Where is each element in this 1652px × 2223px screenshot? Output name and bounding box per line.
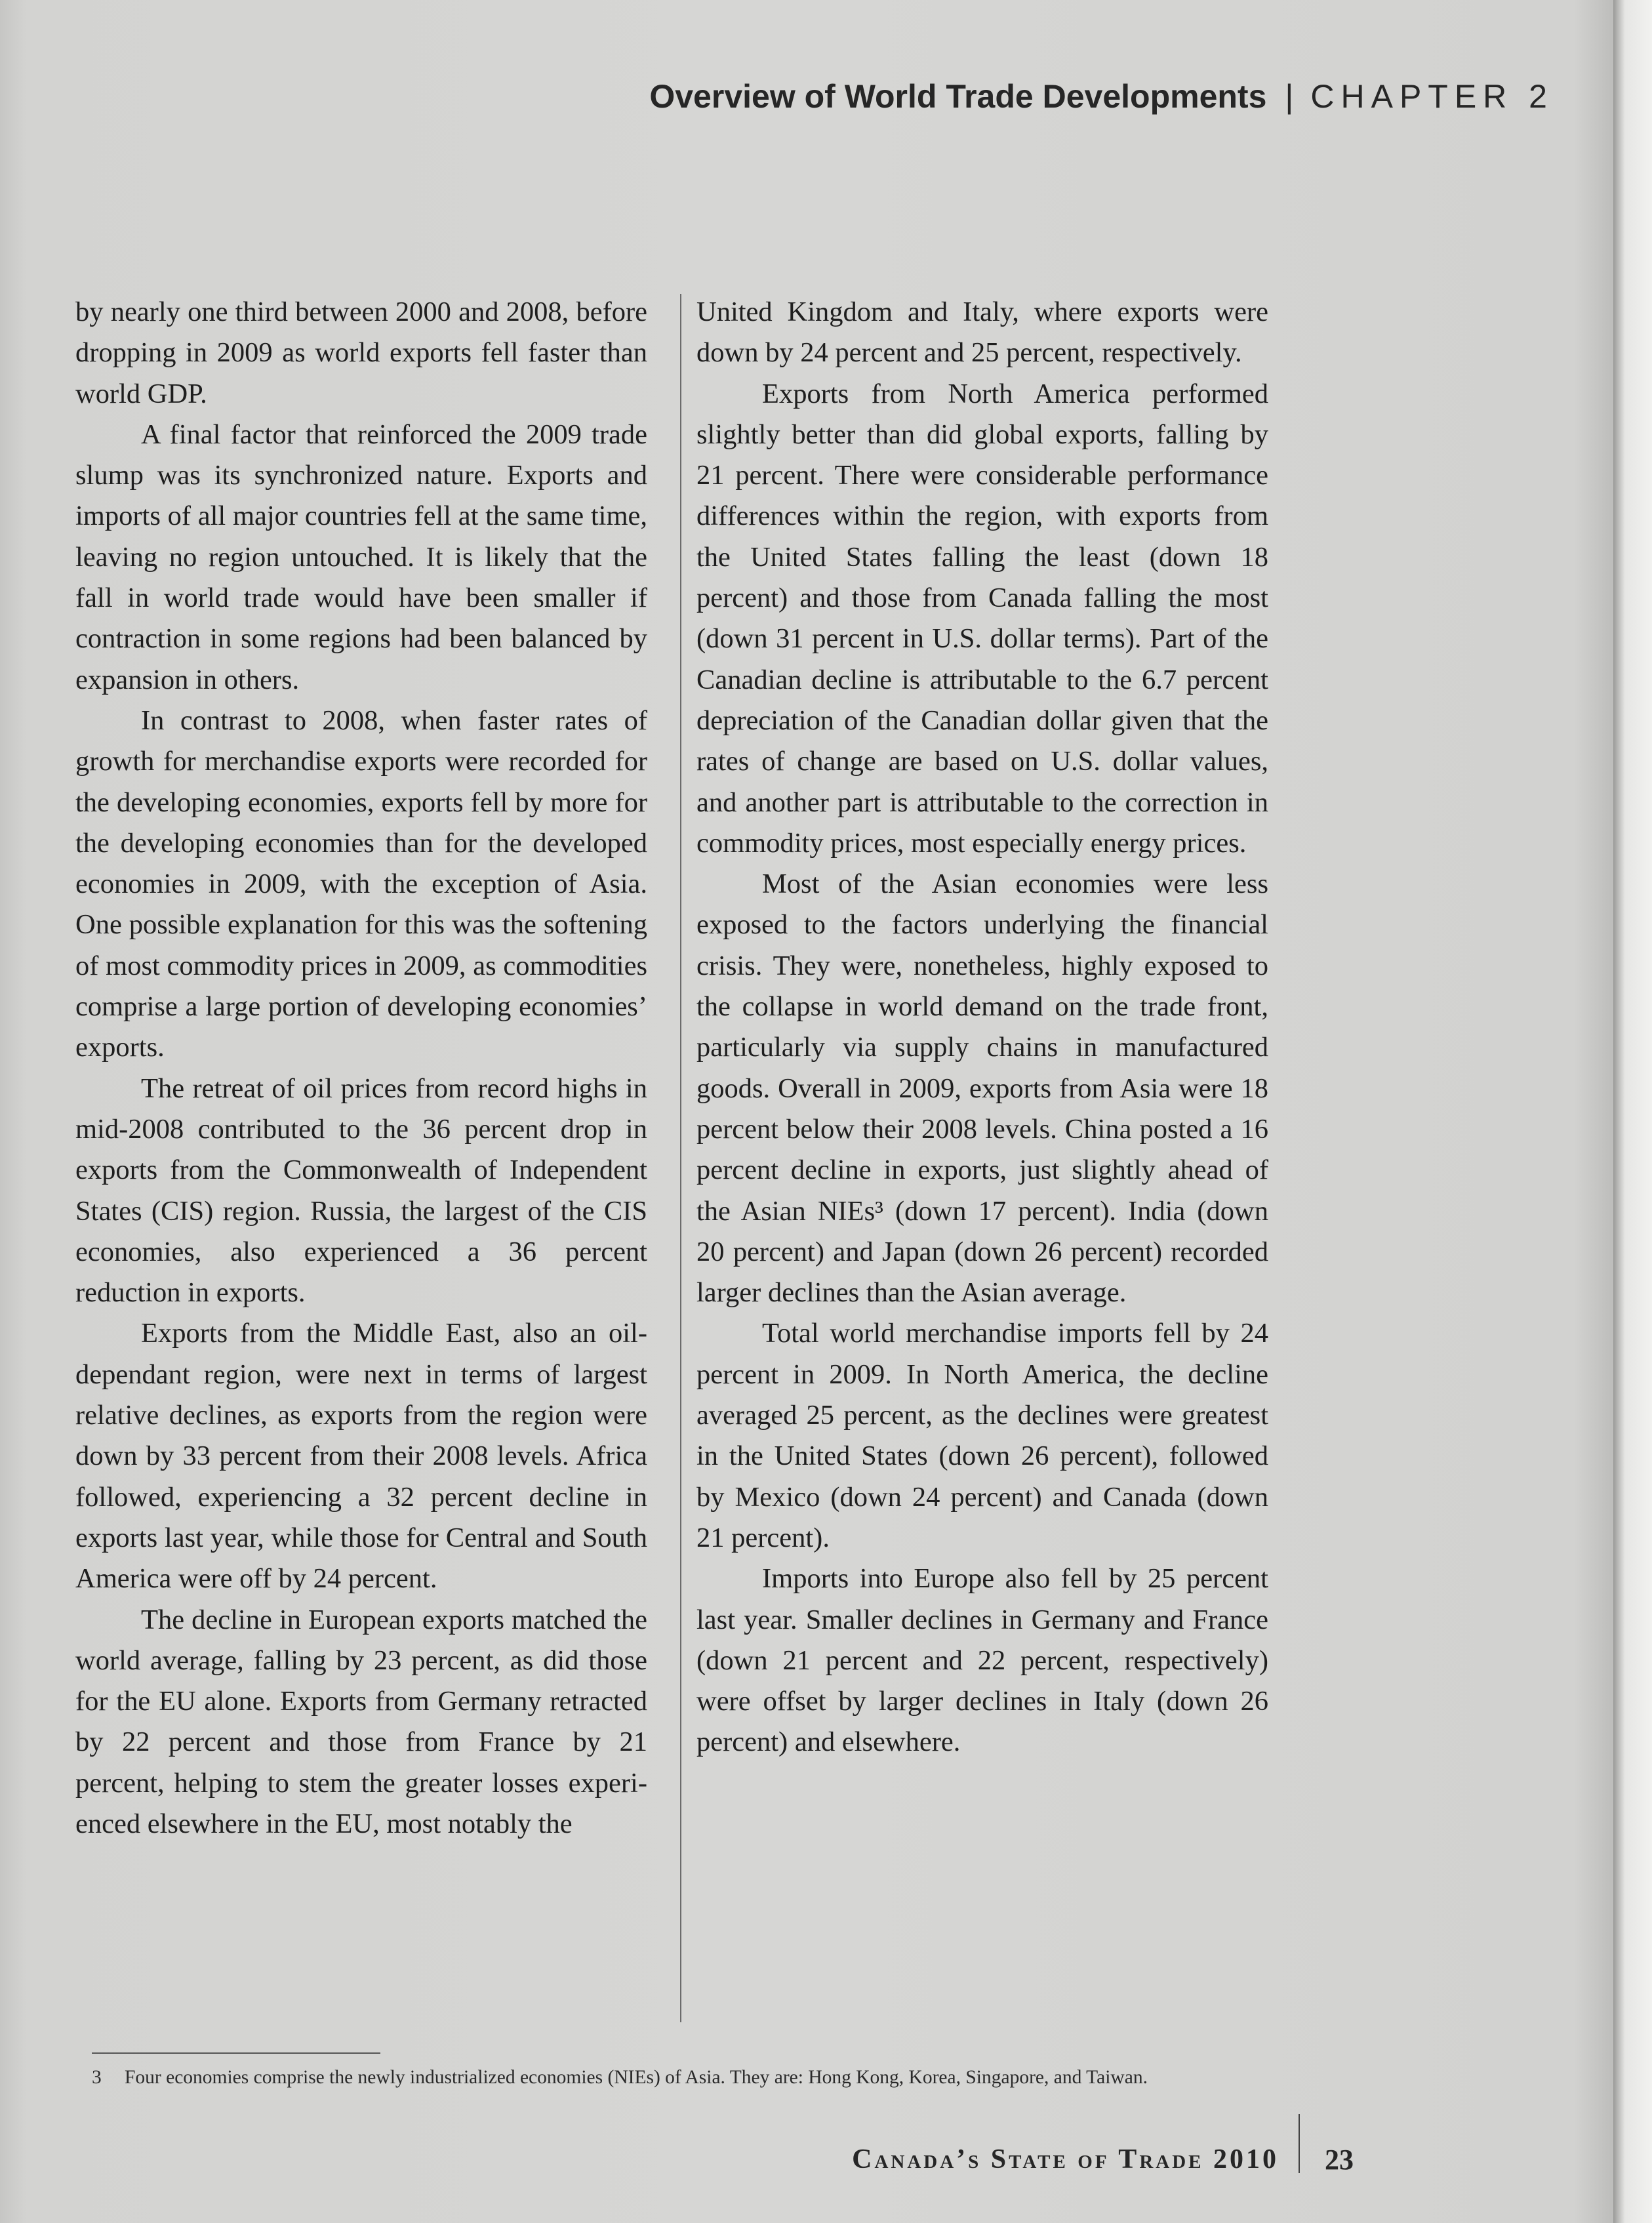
footnote-number: 3	[92, 2067, 102, 2088]
chapter-label: CHAPTER 2	[1310, 78, 1554, 115]
paragraph: The decline in European exports matched the world average, falling by 23 percent, as did those for the EU alone. Exports from Germany retracted by 22 percent and those from France by 21 percent, helping to stem the greater losses experienced elsewhere in the EU, most notably the	[75, 1604, 647, 1839]
page-edge	[1613, 0, 1652, 2223]
paragraph: In contrast to 2008, when faster rates of growth for merchandise exports were recorded for the developing economies, exports fell by more for the developing economies than for the developed economies in 2009, with the exception of Asia. One possible explanation for this was the softening of most commodity prices in 2009, as commodities comprise a large portion of developing economies’ exports.	[75, 704, 647, 1063]
footnote-text: Four economies comprise the newly industrialized economies (NIEs) of Asia. They are: Hong Kong, Korea, Singapore, and Taiwan.	[125, 2067, 1148, 2088]
left-column	[75, 292, 647, 1845]
paragraph: Imports into Europe also fell by 25 percent last year. Smaller declines in Germany and France (down 21 percent and 22 percent, respectively) were offset by larger declines in Italy (down 26 percent) and elsewhere.	[696, 1563, 1268, 1758]
paragraph: Exports from the Middle East, also an oil-dependant region, were next in terms of largest relative declines, as exports from the region were down by 33 percent from their 2008 levels. Africa followed, experiencing a 32 percent decline in exports last year, while those for Central and South America were off by 24 percent.	[75, 1318, 647, 1595]
paragraph: The retreat of oil prices from record highs in mid-2008 contributed to the 36 percent drop in exports from the Commonwealth of Independent States (CIS) region. Russia, the largest of the CIS economies, also experienced a 36 percent reduction in exports.	[75, 1072, 647, 1309]
footnote-rule	[92, 2052, 380, 2054]
paragraph: Exports from North America performed slightly better than did global exports, falling by 21 percent. There were considerable performance differences within the region, with exports from the United States falling the least (down 18 percent) and those from Canada falling the most (down 31 percent in U.S. dollar terms). Part of the Canadian decline is attributable to the 6.7 percent depreciation of the Canadian dollar given that the rates of change are based on U.S. dollar values, and another part is attributable to the correction in commodity prices, most especially energy prices.	[696, 378, 1268, 859]
running-head	[649, 77, 1554, 115]
paragraph: United Kingdom and Italy, where exports were down by 24 percent and 25 percent, respectively.	[696, 296, 1268, 369]
publication-title: Canada’s State of Trade 2010	[852, 2144, 1279, 2174]
paragraph: by nearly one third between 2000 and 2008, before dropping in 2009 as world exports fell faster than world GDP.	[75, 296, 647, 409]
footnote	[92, 2064, 1279, 2091]
footer-divider	[1299, 2114, 1300, 2173]
page-footer	[852, 2140, 1354, 2179]
paragraph: Most of the Asian economies were less exposed to the factors underlying the financial crisis. They were, nonetheless, highly exposed to the collapse in world demand on the trade front, particularly via supply chains in manufactured goods. Overall in 2009, exports from Asia were 18 percent below their 2008 levels. China posted a 16 percent decline in exports, just slightly ahead of the Asian NIEs³ (down 17 percent). India (down 20 percent) and Japan (down 26 percent) recorded larger declines than the Asian average.	[696, 868, 1268, 1309]
paragraph: Total world merchandise imports fell by 24 percent in 2009. In North America, the decline averaged 25 percent, as the declines were greatest in the United States (down 26 percent), followed by Mexico (down 24 percent) and Canada (down 21 percent).	[696, 1318, 1268, 1553]
section-title: Overview of World Trade Developments	[649, 78, 1267, 115]
page-number: 23	[1325, 2143, 1354, 2176]
paragraph: A final factor that reinforced the 2009 trade slump was its synchronized nature. Exports and imports of all major countries fell at the same time, leaving no region untouched. It is likely that the fall in world trade would have been smaller if contraction in some regions had been balanced by expansion in others.	[75, 418, 647, 695]
right-column	[696, 292, 1268, 1763]
header-separator: |	[1285, 78, 1294, 115]
column-divider	[680, 294, 681, 2022]
